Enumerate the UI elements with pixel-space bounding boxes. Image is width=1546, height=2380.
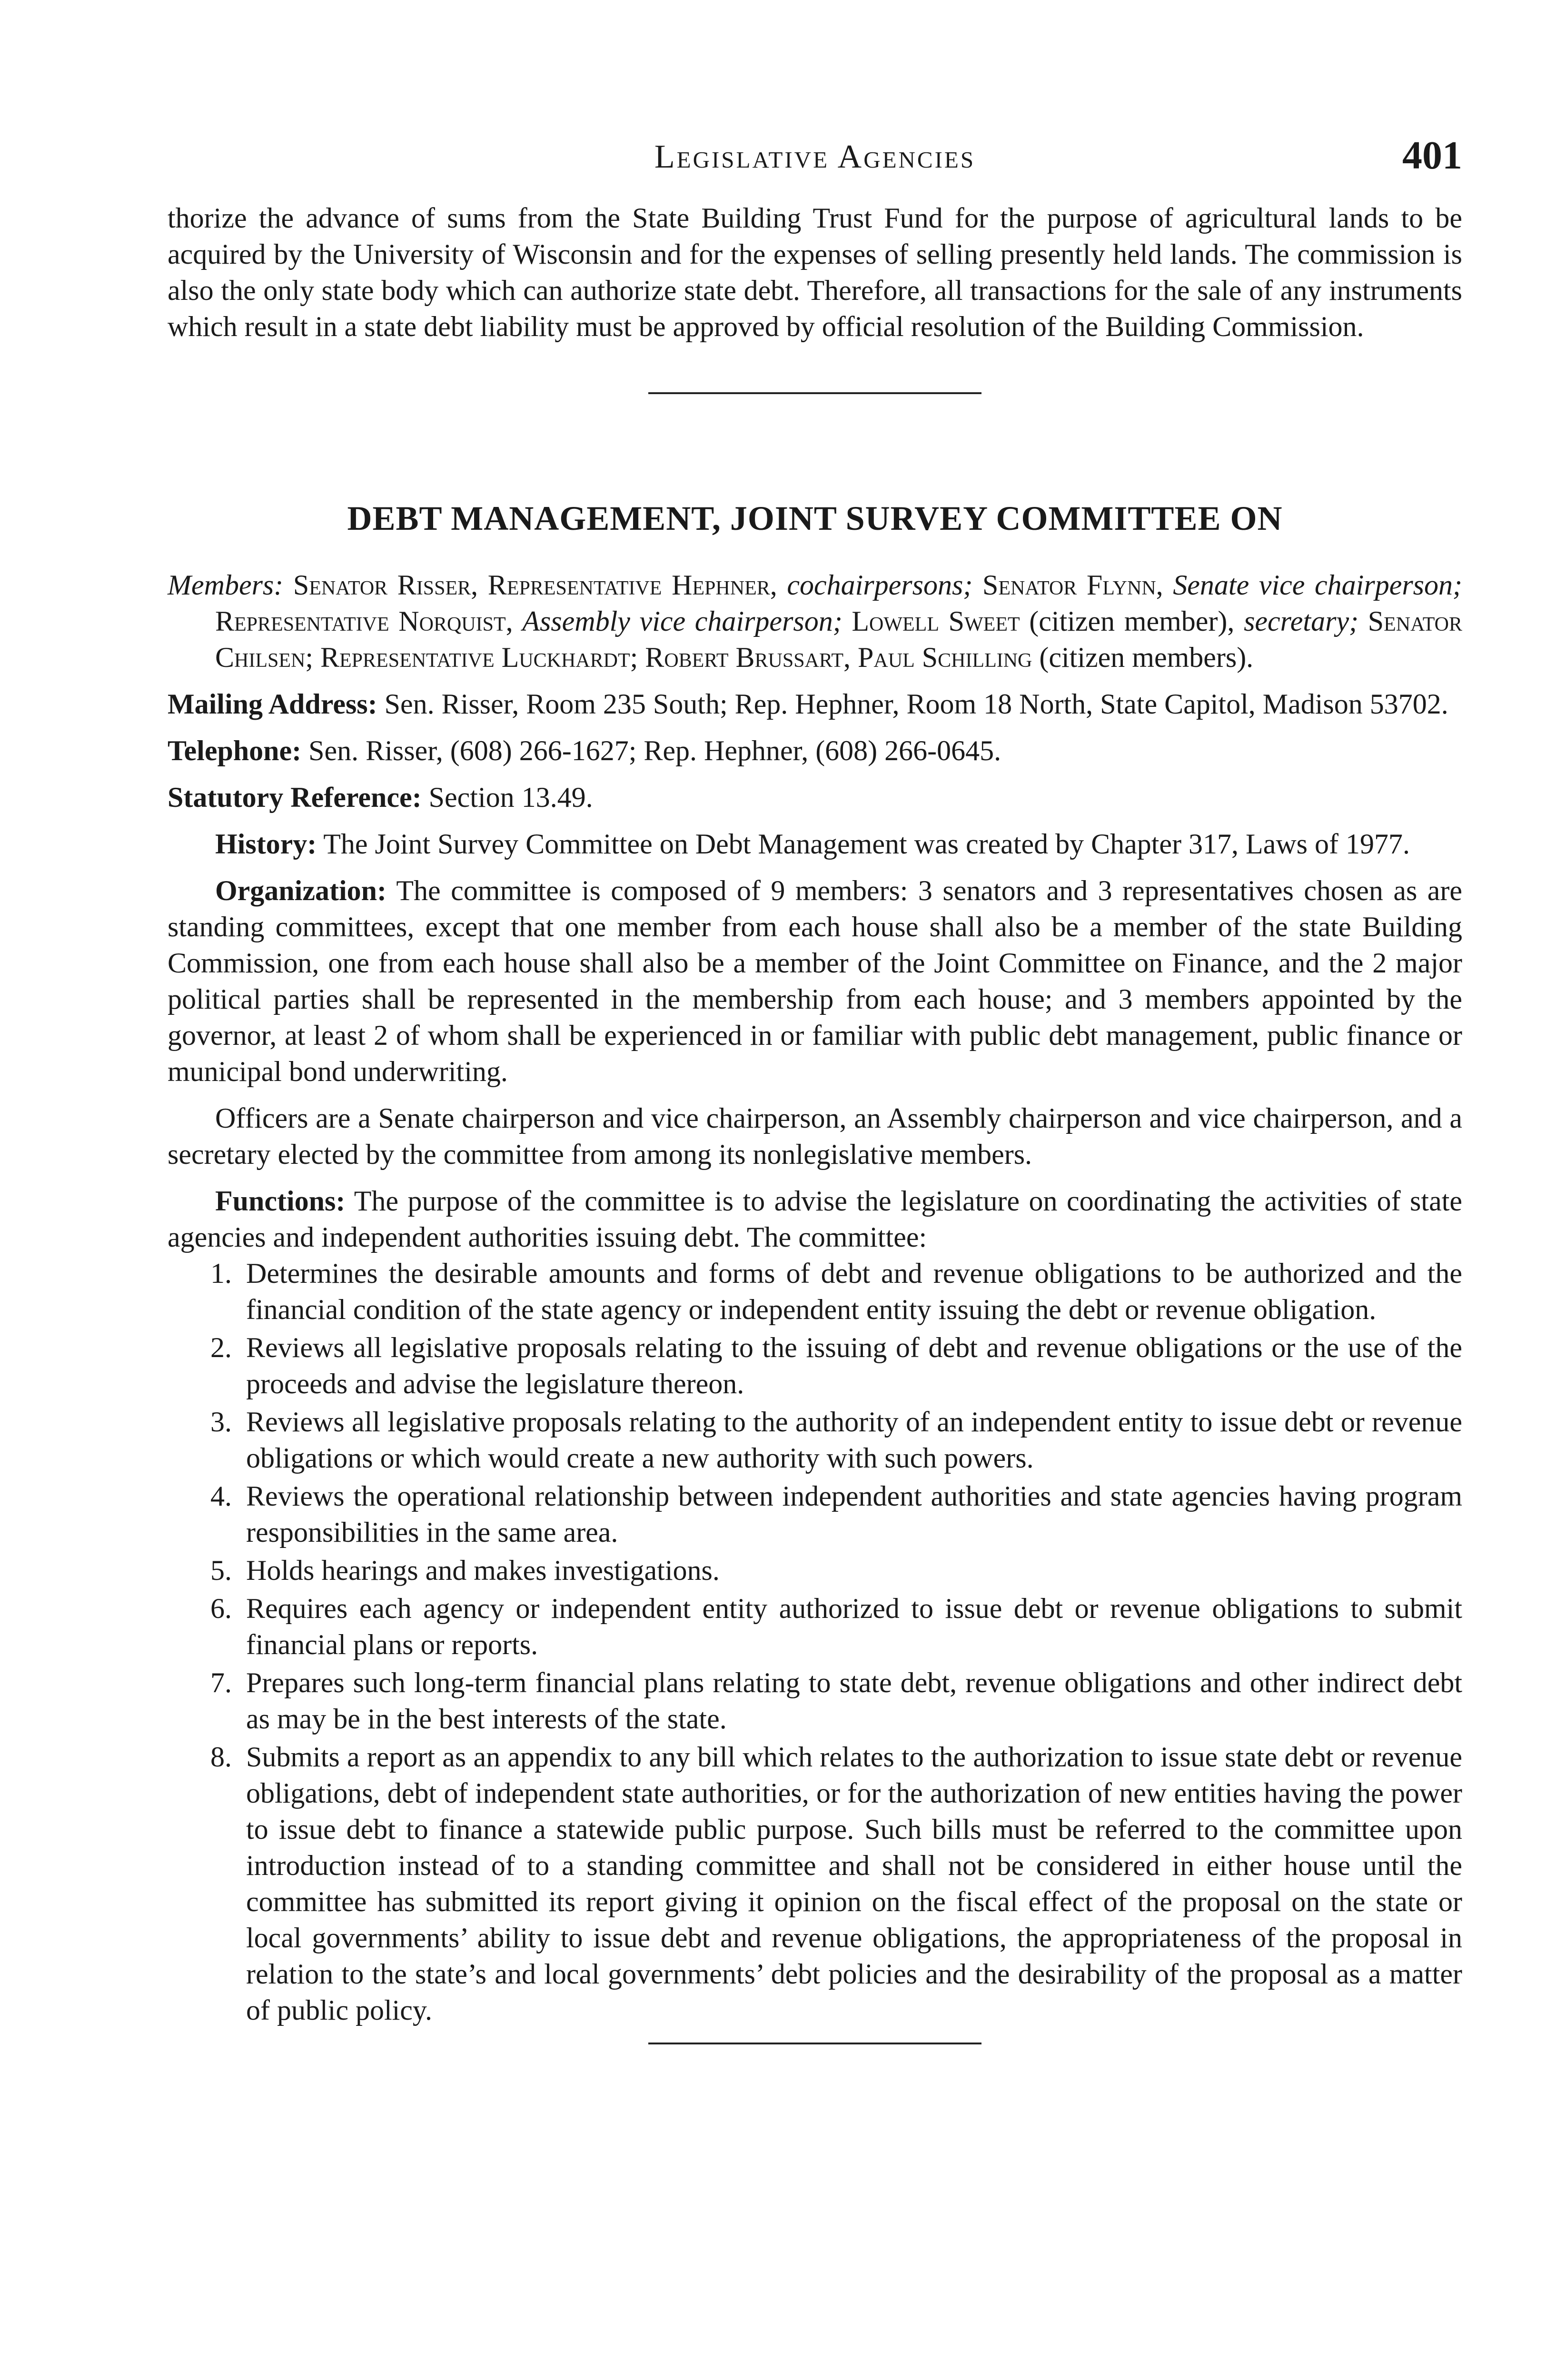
mailing-address xyxy=(168,686,1462,722)
list-item xyxy=(168,1478,1462,1550)
running-header xyxy=(168,129,1462,190)
organization-paragraph xyxy=(168,873,1462,1090)
item-number: 1. xyxy=(210,1258,232,1289)
item-number: 3. xyxy=(210,1406,232,1438)
members-part: Representative Norquist, xyxy=(215,605,513,637)
members-part: Assembly vice chairperson; xyxy=(522,605,842,637)
members-paragraph xyxy=(168,567,1462,675)
telephone-label: Telephone: xyxy=(168,735,302,766)
item-number: 5. xyxy=(210,1555,232,1586)
item-text: Reviews all legislative proposals relating to the authority of an independent entity to issue debt or revenue obligations or which would create a new authority with such powers. xyxy=(246,1406,1462,1474)
statutory-text: Section 13.49. xyxy=(428,782,593,813)
members-part: (citizen members). xyxy=(1039,642,1254,673)
item-number: 2. xyxy=(210,1332,232,1363)
statutory-reference xyxy=(168,779,1462,815)
members-label: Members: xyxy=(168,569,284,601)
functions-label: Functions: xyxy=(215,1185,346,1217)
item-text: Requires each agency or independent entity authorized to issue debt or revenue obligations to submit financial plans or reports. xyxy=(246,1593,1462,1660)
list-item xyxy=(168,1255,1462,1328)
mailing-text: Sen. Risser, Room 235 South; Rep. Hephner, Room 18 North, State Capitol, Madison 53702. xyxy=(384,688,1448,720)
history-paragraph xyxy=(168,826,1462,862)
list-item xyxy=(168,1739,1462,2028)
item-number: 4. xyxy=(210,1480,232,1512)
members-part: secretary; xyxy=(1244,605,1359,637)
members-part: (citizen member), xyxy=(1029,605,1235,637)
members-part: cochairpersons; xyxy=(787,569,973,601)
telephone-text: Sen. Risser, (608) 266-1627; Rep. Hephner, (608) 266-0645. xyxy=(308,735,1001,766)
intro-paragraph: thorize the advance of sums from the State Building Trust Fund for the purpose of agricultural lands to be acquired by the University of Wisconsin and for the expenses of selling presently held lands. The commission is also the only state body which can authorize state debt. Therefore, all transactions for the sale of any instruments which result in a state debt liability must be approved by official resolution of the Building Commission. xyxy=(168,202,1462,342)
item-text: Reviews all legislative proposals relating to the issuing of debt and revenue obligations or the use of the proceeds and advise the legislature thereon. xyxy=(246,1332,1462,1399)
list-item xyxy=(168,1552,1462,1588)
section-divider xyxy=(648,392,981,394)
members-part: Lowell Sweet xyxy=(852,605,1020,637)
section-title: DEBT MANAGEMENT, JOINT SURVEY COMMITTEE ON xyxy=(347,499,1283,537)
officers-paragraph: Officers are a Senate chairperson and vice chairperson, an Assembly chairperson and vice chairperson, and a secretary elected by the committee from among its nonlegislative members. xyxy=(168,1102,1462,1170)
members-part: Senator Chilsen; Representative Luckhardt; Robert Brussart, Paul Schilling xyxy=(215,605,1462,673)
telephone xyxy=(168,733,1462,769)
item-number: 8. xyxy=(210,1741,232,1773)
mailing-label: Mailing Address: xyxy=(168,688,377,720)
item-text: Prepares such long-term financial plans relating to state debt, revenue obligations and other indirect debt as may be in the best interests of the state. xyxy=(246,1667,1462,1735)
item-text: Holds hearings and makes investigations. xyxy=(246,1555,720,1586)
item-text: Submits a report as an appendix to any bill which relates to the authorization to issue state debt or revenue obligations, debt of independent state authorities, or for the authorization of new entities having the power to issue debt to finance a statewide public purpose. Such bills must be referred to the committee upon introduction instead of to a standing committee and shall not be considered in either house until the committee has submitted its report giving it opinion on the fiscal effect of the proposal on the state or local governments’ ability to issue debt and revenue obligations, the appropriateness of the proposal in relation to the state’s and local governments’ debt policies and the desirability of the proposal as a matter of public policy. xyxy=(246,1741,1462,2026)
item-text: Determines the desirable amounts and forms of debt and revenue obligations to be authorized and the financial condition of the state agency or independent entity issuing the debt or revenue obligation. xyxy=(246,1258,1462,1325)
item-text: Reviews the operational relationship between independent authorities and state agencies having program responsibilities in the same area. xyxy=(246,1480,1462,1548)
page-number: 401 xyxy=(1402,133,1462,178)
header-title: Legislative Agencies xyxy=(654,139,976,175)
list-item xyxy=(168,1329,1462,1402)
list-item xyxy=(168,1590,1462,1663)
document-page xyxy=(168,129,1462,2044)
members-part: Senator Flynn, xyxy=(982,569,1163,601)
functions-paragraph xyxy=(168,1183,1462,1255)
functions-text: The purpose of the committee is to advise the legislature on coordinating the activities of state agencies and independent authorities issuing debt. The committee: xyxy=(168,1185,1463,1253)
members-part: Senator Risser, Representative Hephner, xyxy=(293,569,777,601)
statutory-label: Statutory Reference: xyxy=(168,782,422,813)
item-number: 6. xyxy=(210,1593,232,1624)
history-text: The Joint Survey Committee on Debt Management was created by Chapter 317, Laws of 1977. xyxy=(323,828,1410,860)
organization-label: Organization: xyxy=(215,875,386,906)
list-item xyxy=(168,1665,1462,1737)
history-label: History: xyxy=(215,828,317,860)
functions-list xyxy=(168,1255,1462,2028)
members-part: Senate vice chairperson; xyxy=(1173,569,1462,601)
section-end-divider xyxy=(648,2043,981,2044)
list-item xyxy=(168,1404,1462,1476)
item-number: 7. xyxy=(210,1667,232,1698)
organization-text: The committee is composed of 9 members: 3 senators and 3 representatives chosen as are standing committees, except that one member from each house shall also be a member of the state Building Commission, one from each house shall also be a member of the Joint Committee on Finance, and the 2 major political parties shall be represented in the membership from each house; and 3 members appointed by the governor, at least 2 of whom shall be experienced in or familiar with public debt management, public finance or municipal bond underwriting. xyxy=(168,875,1462,1087)
